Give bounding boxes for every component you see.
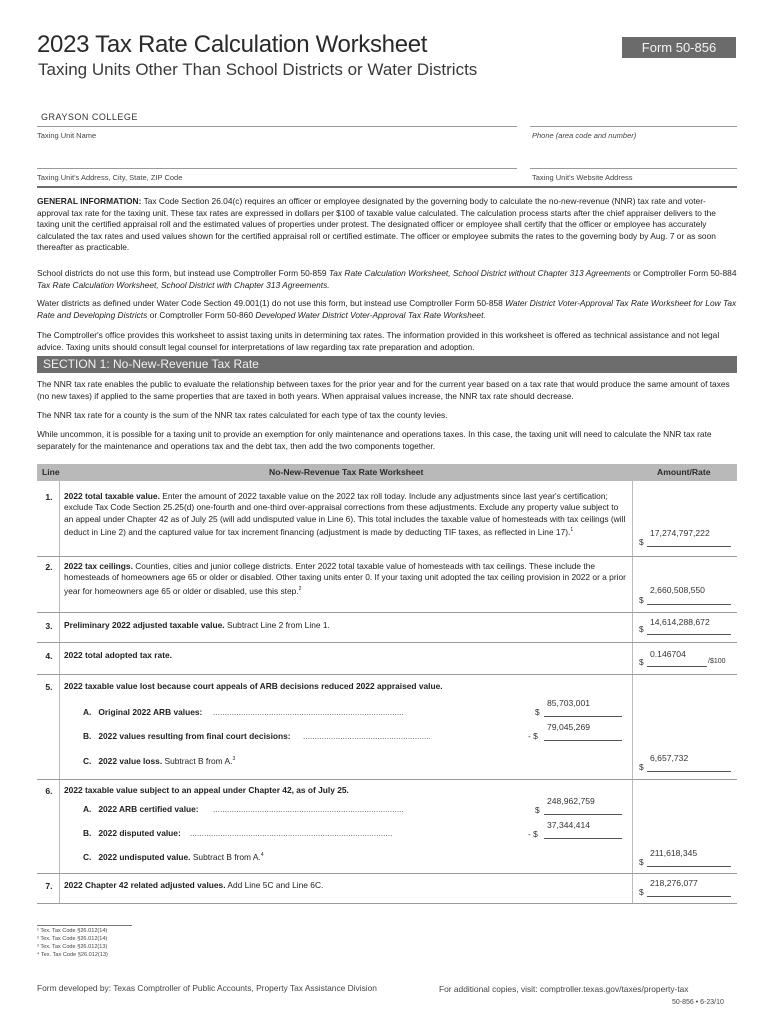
line-5-number: 5.: [45, 682, 53, 692]
line-3-description: Preliminary 2022 adjusted taxable value. Subtract Line 2 from Line 1.: [64, 620, 330, 630]
line-3-amount[interactable]: 14,614,288,672: [650, 617, 710, 627]
line-6a-label: A. 2022 ARB certified value:: [83, 804, 199, 814]
line-4-amount[interactable]: 0.146704: [650, 649, 686, 659]
footnote-3: ³ Tex. Tax Code §26.012(13): [37, 944, 108, 950]
footnote-divider: [37, 925, 132, 926]
line-6b-dollar: - $: [528, 829, 538, 839]
line-4-description: 2022 total adopted tax rate.: [64, 650, 172, 660]
col-title-header: No-New-Revenue Tax Rate Worksheet: [269, 467, 424, 477]
line-3-underline: [647, 634, 731, 635]
line-6b-label: B. 2022 disputed value:: [83, 828, 181, 838]
worksheet-table-header: [37, 464, 737, 481]
page-title: 2023 Tax Rate Calculation Worksheet: [37, 31, 428, 58]
taxing-unit-name-value[interactable]: GRAYSON COLLEGE: [41, 112, 138, 122]
line-4-underline: [647, 666, 707, 667]
line-2-amount[interactable]: 2,660,508,550: [650, 585, 705, 595]
line-4-number: 4.: [45, 651, 53, 661]
line-5-description: 2022 taxable value lost because court appeals of ARB decisions reduced 2022 appraised value.: [64, 681, 443, 691]
footnote-1: ¹ Tex. Tax Code §26.012(14): [37, 928, 108, 934]
line-3-dollar: $: [639, 624, 644, 634]
line-6a-leader: ..................................................................................: [213, 804, 404, 814]
address-label: Taxing Unit's Address, City, State, ZIP Code: [37, 173, 183, 182]
line-2-description: 2022 tax ceilings. Counties, cities and junior college districts. Enter 2022 total taxable value of homesteads with tax ceilings. These include the homesteads of homeowners age 65 or older or disabled. Other taxing units enter 0. If your taxing unit adopted the tax ceiling provision in 2022 or a prior year for homeowners age 65 or older or disabled, use this step.$^2$: [64, 561, 626, 596]
footer-credit: Form developed by: Texas Comptroller of Public Accounts, Property Tax Assistance Division: [37, 983, 377, 993]
line-2-dollar: $: [639, 595, 644, 605]
line-7-number: 7.: [45, 881, 53, 891]
line-6b-leader: .......................................................................................: [190, 828, 393, 838]
line-1-dollar: $: [639, 537, 644, 547]
line-5a-label: A. Original 2022 ARB values:: [83, 707, 203, 717]
line-5a-dollar: $: [535, 707, 540, 717]
line-7-dollar: $: [639, 887, 644, 897]
line-6b-amount[interactable]: 37,344,414: [547, 820, 591, 830]
line-3-number: 3.: [45, 621, 53, 631]
line-1-amount[interactable]: 17,274,797,222: [650, 528, 710, 538]
header-divider: [37, 186, 737, 188]
line-column-divider: [59, 481, 60, 903]
line-2-number: 2.: [45, 562, 53, 572]
water-districts-paragraph: Water districts as defined under Water Code Section 49.001(1) do not use this form, but instead use Comptroller Form 50-858 Water District Voter-Approval Tax Rate Worksheet for Low Tax Rate and Developing Districts or Comptroller Form 50-860 Developed Water District Voter-Approval Tax Rate Worksheet.: [37, 298, 737, 320]
footer-form-code: 50-856 • 6-23/10: [672, 999, 724, 1006]
taxing-unit-name-label: Taxing Unit Name: [37, 131, 97, 140]
general-info-paragraph: [37, 196, 737, 254]
line-5a-amount[interactable]: 85,703,001: [547, 698, 591, 708]
line-1-description: 2022 total taxable value. Enter the amount of 2022 taxable value on the 2022 tax roll today. Include any adjustments since last year's certification; exclude Tax Code Section 25.25(d) one-fourth and one-third over-appraisal corrections from these adjustments. Exclude any property value subject to an appeal under Chapter 42 as of July 25 (will add undisputed value in Line 6). This total includes the taxable value of homesteads with tax ceilings (will deduct in Line 2) and the captured value for tax increment financing (adjustment is made by deducting TIF taxes, as reflected in Line 17).$^1$: [64, 491, 626, 538]
section-1-county-note: The NNR tax rate for a county is the sum of the NNR tax rates calculated for each type of tax the county levies.: [37, 410, 448, 420]
section-1-exemption-note: While uncommon, it is possible for a taxing unit to provide an exemption for only maintenance and operations taxes. In this case, the taxing unit will need to calculate the NNR tax rate separately for the maintenance and operations tax and the debt tax, then add the two components together.: [37, 429, 712, 451]
line-6c-dollar: $: [639, 857, 644, 867]
website-line: [530, 168, 737, 169]
col-amount-header: Amount/Rate: [657, 467, 711, 477]
line-6-description: 2022 taxable value subject to an appeal under Chapter 42, as of July 25.: [64, 785, 349, 795]
line-5b-leader: .......................................................: [303, 731, 431, 741]
line-1-number: 1.: [45, 492, 53, 502]
general-info-text: Tax Code Section 26.04(c) requires an officer or employee designated by the governing body to calculate the no-new-revenue (NNR) tax rate and voter-approval tax rate for the taxing unit. These tax rates are expressed in dollars per $100 of taxable value calculated. The calculation process starts after the chief appraiser delivers to the taxing unit the certified appraisal roll and the estimated values of properties under protest. The designated officer or employee shall certify that the officer or employee has accurately calculated the tax rates and used values shown for the certified appraisal roll or certified estimate. The officer or employee submits the rates to the governing body by Aug. 7 or as soon thereafter as practicable.: [37, 196, 716, 253]
general-info-lead: GENERAL INFORMATION:: [37, 196, 142, 206]
footer-copies-link[interactable]: For additional copies, visit: comptroller.texas.gov/taxes/property-tax: [439, 984, 689, 994]
footnote-2: ² Tex. Tax Code §26.012(14): [37, 936, 108, 942]
line-5c-label: C. 2022 value loss. Subtract B from A.$^3$: [83, 756, 236, 766]
line-4-unit: /$100: [708, 658, 726, 665]
form-number-badge: Form 50-856: [622, 37, 736, 58]
col-line-header: Line: [42, 467, 60, 477]
line-6a-amount[interactable]: 248,962,759: [547, 796, 595, 806]
comptroller-paragraph: The Comptroller's office provides this worksheet to assist taxing units in determining tax rates. The information provided in this worksheet is offered as technical assistance and not legal advice. Taxing units should consult legal counsel for interpretations of law regarding tax rate preparation and adoption.: [37, 330, 720, 352]
line-6c-amount[interactable]: 211,618,345: [650, 848, 698, 858]
school-districts-paragraph: School districts do not use this form, but instead use Comptroller Form 50-859 Tax Rate Calculation Worksheet, School District without Chapter 313 Agreements or Comptroller Form 50-884 Tax Rate Calculation Worksheet, School District with Chapter 313 Agreements.: [37, 268, 737, 290]
line-5a-leader: ..................................................................................: [213, 707, 404, 717]
address-line: [37, 168, 517, 169]
line-6-number: 6.: [45, 786, 53, 796]
line-5b-dollar: - $: [528, 731, 538, 741]
section-1-header: SECTION 1: No-New-Revenue Tax Rate: [37, 356, 737, 373]
line-5c-amount[interactable]: 6,657,732: [650, 753, 689, 763]
line-6a-dollar: $: [535, 805, 540, 815]
line-6c-label: C. 2022 undisputed value. Subtract B from A.$^4$: [83, 852, 264, 862]
line-5b-label: B. 2022 values resulting from final court decisions:: [83, 731, 291, 741]
line-5b-amount[interactable]: 79,045,269: [547, 722, 591, 732]
page-subtitle: Taxing Units Other Than School Districts or Water Districts: [38, 60, 478, 79]
phone-label: Phone (area code and number): [532, 131, 637, 140]
phone-line: [530, 126, 737, 127]
line-2-underline: [647, 604, 731, 605]
line-4-dollar: $: [639, 657, 644, 667]
line-7-description: 2022 Chapter 42 related adjusted values. Add Line 5C and Line 6C.: [64, 880, 324, 890]
website-label: Taxing Unit's Website Address: [532, 173, 633, 182]
line-5c-dollar: $: [639, 762, 644, 772]
footnote-4: ⁴ Tex. Tax Code §26.012(13): [37, 952, 108, 958]
taxing-unit-name-line: [37, 126, 517, 127]
line-1-underline: [647, 546, 731, 547]
line-7-amount[interactable]: 218,276,077: [650, 878, 698, 888]
amount-column-divider: [632, 481, 633, 903]
section-1-intro: The NNR tax rate enables the public to evaluate the relationship between taxes for the prior year and for the current year based on a tax rate that would produce the same amount of taxes (no new taxes) if applied to the same properties that are taxed in both years. When appraisal values increase, the NNR tax rate should decrease.: [37, 379, 730, 401]
